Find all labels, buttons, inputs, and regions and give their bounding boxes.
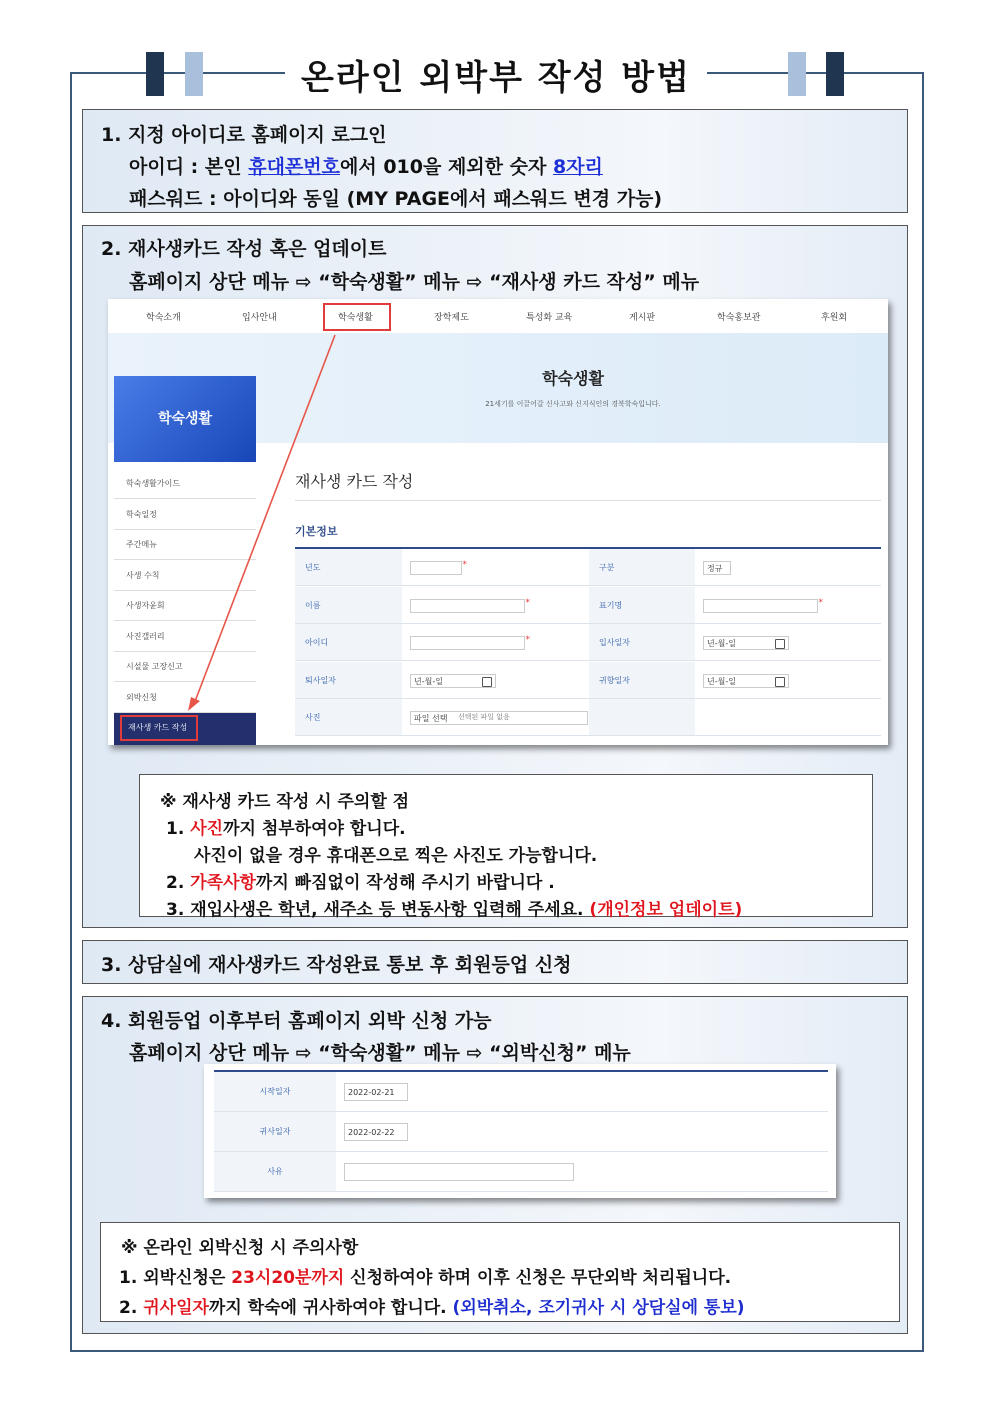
overnight-notice-1: 1. 외박신청은 23시20분까지 신청하여야 하며 이후 신청은 무단외박 처리됩니다.	[119, 1268, 732, 1288]
form-label: 이름	[295, 587, 402, 624]
overnight-form-row	[336, 1112, 828, 1152]
card-notice-head: ※ 재사생 카드 작성 시 주의할 점	[160, 792, 410, 812]
section4-heading: 4. 회원등업 이후부터 홈페이지 외박 신청 가능	[101, 1010, 492, 1032]
form-label: 사진	[295, 699, 402, 736]
overnight-form-label: 귀사일자	[214, 1112, 336, 1152]
eight-digit-highlight: 8자리	[552, 156, 603, 178]
overnight-form-row	[336, 1072, 828, 1112]
nav-item[interactable]: 학숙생활	[338, 313, 373, 323]
section1-id-line: 아이디 : 본인 휴대폰번호에서 010을 제외한 숫자 8자리	[129, 156, 603, 178]
page-title: 온라인 외박부 작성 방법	[0, 50, 992, 99]
side-menu-item[interactable]: 외박신청	[114, 683, 256, 713]
overnight-form-input[interactable]	[344, 1163, 574, 1181]
required-star: *	[462, 560, 467, 570]
side-menu-item[interactable]: 사진갤러리	[114, 622, 256, 652]
file-none-text: 선택된 파일 없음	[458, 713, 510, 721]
card-notice-2: 2. 가족사항까지 빠짐없이 작성해 주시기 바랍니다 .	[166, 873, 555, 893]
pointer-arrow	[108, 299, 888, 745]
nav-item[interactable]: 특성화 교육	[526, 313, 573, 323]
phone-number-highlight: 휴대폰번호	[248, 156, 340, 178]
form-label: 아이디	[295, 624, 402, 661]
side-menu-item[interactable]: 사생자윤회	[114, 591, 256, 621]
form-section-title: 기본정보	[295, 525, 338, 538]
card-notice-1b: 사진이 없을 경우 휴대폰으로 찍은 사진도 가능합니다.	[194, 846, 598, 866]
page-heading: 재사생 카드 작성	[295, 472, 414, 491]
overnight-form-label: 시작일자	[214, 1072, 336, 1112]
homepage-screenshot	[108, 299, 888, 745]
side-menu-item[interactable]: 사생 수칙	[114, 561, 256, 591]
section1-heading: 1. 지정 아이디로 홈페이지 로그인	[101, 124, 387, 146]
overnight-form-input[interactable]: 2022-02-22	[344, 1123, 408, 1141]
form-input[interactable]: 년-월-일	[410, 674, 496, 688]
card-notice-box	[139, 774, 873, 920]
required-star: *	[818, 597, 823, 608]
section3-heading: 3. 상담실에 재사생카드 작성완료 통보 후 회원등업 신청	[101, 954, 572, 976]
form-input[interactable]: 정규	[703, 561, 731, 575]
form-label: 표기명	[589, 587, 695, 624]
required-star: *	[525, 597, 530, 608]
nav-item[interactable]: 학숙홍보관	[717, 313, 761, 323]
side-menu-item[interactable]: 학숙생활가이드	[114, 469, 256, 499]
nav-item[interactable]: 학숙소개	[146, 313, 181, 323]
form-input[interactable]: 년-월-일	[703, 674, 789, 688]
card-notice-1: 1. 사진까지 첨부하여야 합니다.	[166, 819, 406, 839]
overnight-form-screenshot	[204, 1064, 836, 1198]
nav-item[interactable]: 게시판	[629, 313, 656, 323]
section2-heading: 2. 재사생카드 작성 혹은 업데이트	[101, 238, 387, 260]
section-upgrade	[82, 940, 908, 984]
side-menu-item[interactable]: 주간메뉴	[114, 530, 256, 560]
overnight-form-label: 사유	[214, 1152, 336, 1192]
side-menu-item[interactable]: 재사생 카드 작성	[120, 715, 198, 741]
overnight-form-row	[336, 1152, 828, 1192]
section1-password-line: 패스워드 : 아이디와 동일 (MY PAGE에서 패스워드 변경 가능)	[129, 188, 663, 210]
section2-path: 홈페이지 상단 메뉴 ⇨ “학숙생활” 메뉴 ⇨ “재사생 카드 작성” 메뉴	[129, 271, 700, 293]
form-label: 귀향일자	[589, 662, 695, 699]
nav-item[interactable]: 입사안내	[242, 313, 277, 323]
overnight-notice-head: ※ 온라인 외박신청 시 주의사항	[121, 1238, 359, 1258]
hero-subtitle: 21세기를 이끌어갈 신사고와 신지식인의 경북학숙입니다.	[485, 400, 661, 408]
nav-item[interactable]: 후원회	[821, 313, 848, 323]
form-label: 퇴사일자	[295, 662, 402, 699]
form-label: 입사일자	[589, 624, 695, 661]
overnight-notice-box	[100, 1222, 900, 1322]
form-input[interactable]: 년-월-일	[703, 636, 789, 650]
form-label: 년도	[295, 549, 402, 586]
overnight-form-input[interactable]: 2022-02-21	[344, 1083, 408, 1101]
overnight-notice-2: 2. 귀사일자까지 학숙에 귀사하여야 합니다. (외박취소, 조기귀사 시 상담실에 통보)	[119, 1298, 745, 1318]
section4-path: 홈페이지 상단 메뉴 ⇨ “학숙생활” 메뉴 ⇨ “외박신청” 메뉴	[129, 1042, 631, 1064]
card-notice-3: 3. 재입사생은 학년, 새주소 등 변동사항 입력해 주세요. (개인정보 업데이트)	[166, 900, 743, 920]
side-title: 학숙생활	[114, 376, 256, 462]
form-label: 구분	[589, 549, 695, 586]
section-login	[82, 109, 908, 213]
form-input[interactable]: 파일 선택	[410, 711, 588, 725]
nav-item[interactable]: 장학제도	[434, 313, 469, 323]
side-menu-item[interactable]: 학숙일정	[114, 500, 256, 530]
hero-title: 학숙생활	[542, 369, 604, 388]
required-star: *	[525, 635, 530, 645]
side-menu-item[interactable]: 시설물 고장신고	[114, 652, 256, 682]
